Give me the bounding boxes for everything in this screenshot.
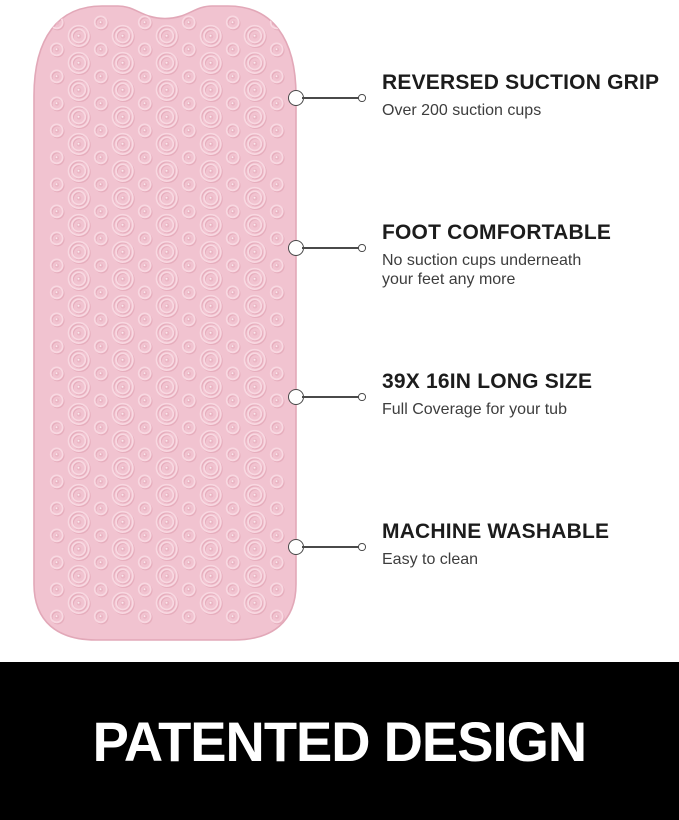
feature-title: 39X 16IN LONG SIZE [382, 370, 593, 393]
patented-design-banner [0, 662, 679, 820]
feature-description: Over 200 suction cups [382, 102, 542, 119]
callout-line [302, 546, 360, 548]
callout-line [302, 97, 360, 99]
feature-text-block [382, 71, 660, 120]
callout-end-circle-icon [358, 94, 366, 102]
feature-title: FOOT COMFORTABLE [382, 221, 612, 244]
banner-label: PATENTED DESIGN [92, 709, 587, 773]
feature-text-block [382, 370, 612, 419]
callout-end-circle-icon [358, 244, 366, 252]
feature-title: MACHINE WASHABLE [382, 520, 610, 543]
callout-line [302, 247, 360, 249]
feature-description: Full Coverage for your tub [382, 401, 567, 418]
callout-end-circle-icon [358, 393, 366, 401]
feature-description: No suction cups underneath your feet any more [382, 252, 582, 288]
feature-text-block [382, 520, 612, 569]
callout-line [302, 396, 360, 398]
feature-text-block [382, 221, 612, 289]
feature-description: Easy to clean [382, 551, 479, 568]
callout-end-circle-icon [358, 543, 366, 551]
feature-title: REVERSED SUCTION GRIP [382, 71, 660, 94]
